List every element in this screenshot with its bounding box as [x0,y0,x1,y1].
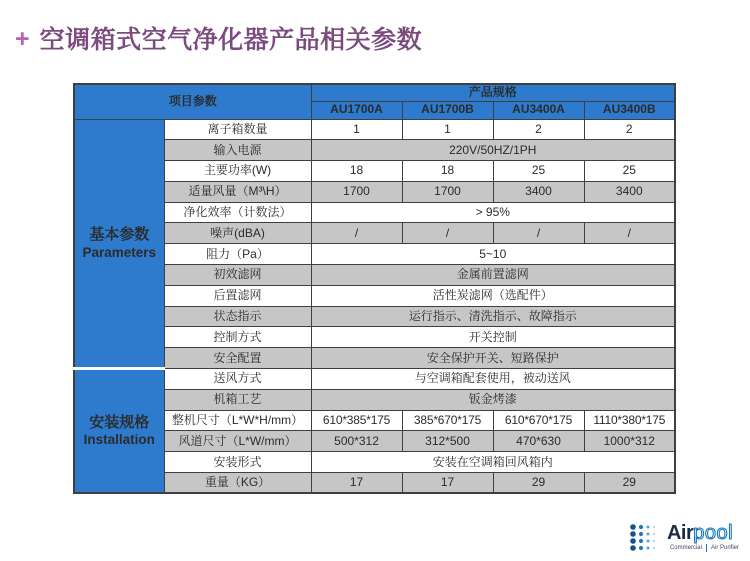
header-project-params: 项目参数 [74,84,311,119]
header-model-au1700a: AU1700A [311,101,402,119]
param-value: 18 [311,161,402,182]
param-label: 控制方式 [164,327,311,348]
param-value: 18 [402,161,493,182]
param-span-value: 运行指示、清洗指示、故障指示 [311,306,675,327]
logo-dot-matrix-icon [629,523,662,552]
group-cell-installation [74,369,164,494]
logo-tagline-commercial: Commercial [669,545,702,551]
logo-tagline-air-purifier: Air Purifier [710,545,739,551]
table-row [74,306,675,327]
param-label: 输入电源 [164,140,311,161]
param-span-value: 220V/50HZ/1PH [311,140,675,161]
param-value: 1700 [311,181,402,202]
table-row [74,369,675,390]
param-value: 2 [584,119,675,140]
group-label-en: Installation [83,432,155,448]
table-row [74,161,675,182]
param-span-value: > 95% [311,202,675,223]
spec-table [73,83,676,494]
param-label: 状态指示 [164,306,311,327]
param-value: 470*630 [493,431,584,452]
param-value: 2 [493,119,584,140]
param-value: 610*385*175 [311,410,402,431]
param-label: 初效滤网 [164,265,311,286]
param-span-value: 与空调箱配套使用，被动送风 [311,369,675,390]
table-row [74,223,675,244]
param-label: 风道尺寸（L*W/mm） [164,431,311,452]
table-row [74,244,675,265]
param-value: / [584,223,675,244]
param-span-value: 5~10 [311,244,675,265]
group-label-en: Parameters [82,244,157,260]
logo-pool-text: pool [693,522,734,544]
slide-title-row [15,27,422,55]
param-label: 重量（KG） [164,473,311,494]
header-product-spec: 产品规格 [311,84,675,101]
param-value: / [311,223,402,244]
param-label: 噪声(dBA) [164,223,311,244]
table-row [74,265,675,286]
param-value: 1 [311,119,402,140]
param-label: 安装形式 [164,452,311,473]
param-label: 离子箱数量 [164,119,311,140]
param-value: 17 [311,473,402,494]
table-row [74,452,675,473]
table-row [74,410,675,431]
param-value: / [493,223,584,244]
tagline-divider [706,544,707,552]
plus-icon: + [15,25,30,54]
group-label-zh: 安装规格 [89,413,150,431]
table-row [74,285,675,306]
param-span-value: 安全保护开关、短路保护 [311,348,675,369]
page-title: 空调箱式空气净化器产品相关参数 [39,26,423,54]
table-row [74,202,675,223]
logo-wordmark [667,523,739,543]
param-value: 29 [584,473,675,494]
table-row [74,181,675,202]
param-value: 1 [402,119,493,140]
logo-tagline [667,544,739,552]
param-value: 1700 [402,181,493,202]
table-row [74,140,675,161]
param-label: 后置滤网 [164,285,311,306]
param-value: 385*670*175 [402,410,493,431]
param-label: 安全配置 [164,348,311,369]
param-value: 29 [493,473,584,494]
param-label: 主要功率(W) [164,161,311,182]
param-value: 1110*380*175 [584,410,675,431]
table-row [74,473,675,494]
param-label: 适量风量（M³\H） [164,181,311,202]
header-model-au3400a: AU3400A [493,101,584,119]
param-value: / [402,223,493,244]
param-label: 整机尺寸（L*W*H/mm） [164,410,311,431]
param-span-value: 活性炭滤网（选配件） [311,285,675,306]
param-span-value: 金属前置滤网 [311,265,675,286]
param-span-value: 开关控制 [311,327,675,348]
param-label: 净化效率（计数法） [164,202,311,223]
param-value: 25 [584,161,675,182]
param-value: 3400 [493,181,584,202]
airpool-logo [629,523,739,552]
table-row [74,431,675,452]
param-label: 机箱工艺 [164,389,311,410]
param-span-value: 安装在空调箱回风箱内 [311,452,675,473]
table-row [74,389,675,410]
param-label: 阻力（Pa） [164,244,311,265]
param-value: 17 [402,473,493,494]
group-cell-basic-parameters [74,119,164,369]
header-model-au3400b: AU3400B [584,101,675,119]
table-row [74,327,675,348]
param-value: 500*312 [311,431,402,452]
table-row [74,348,675,369]
param-value: 25 [493,161,584,182]
group-label-zh: 基本参数 [89,225,150,243]
param-span-value: 钣金烤漆 [311,389,675,410]
param-value: 312*500 [402,431,493,452]
header-model-au1700b: AU1700B [402,101,493,119]
param-value: 610*670*175 [493,410,584,431]
table-row [74,119,675,140]
param-value: 3400 [584,181,675,202]
logo-air-text: Air [666,522,694,544]
param-label: 送风方式 [164,369,311,390]
param-value: 1000*312 [584,431,675,452]
